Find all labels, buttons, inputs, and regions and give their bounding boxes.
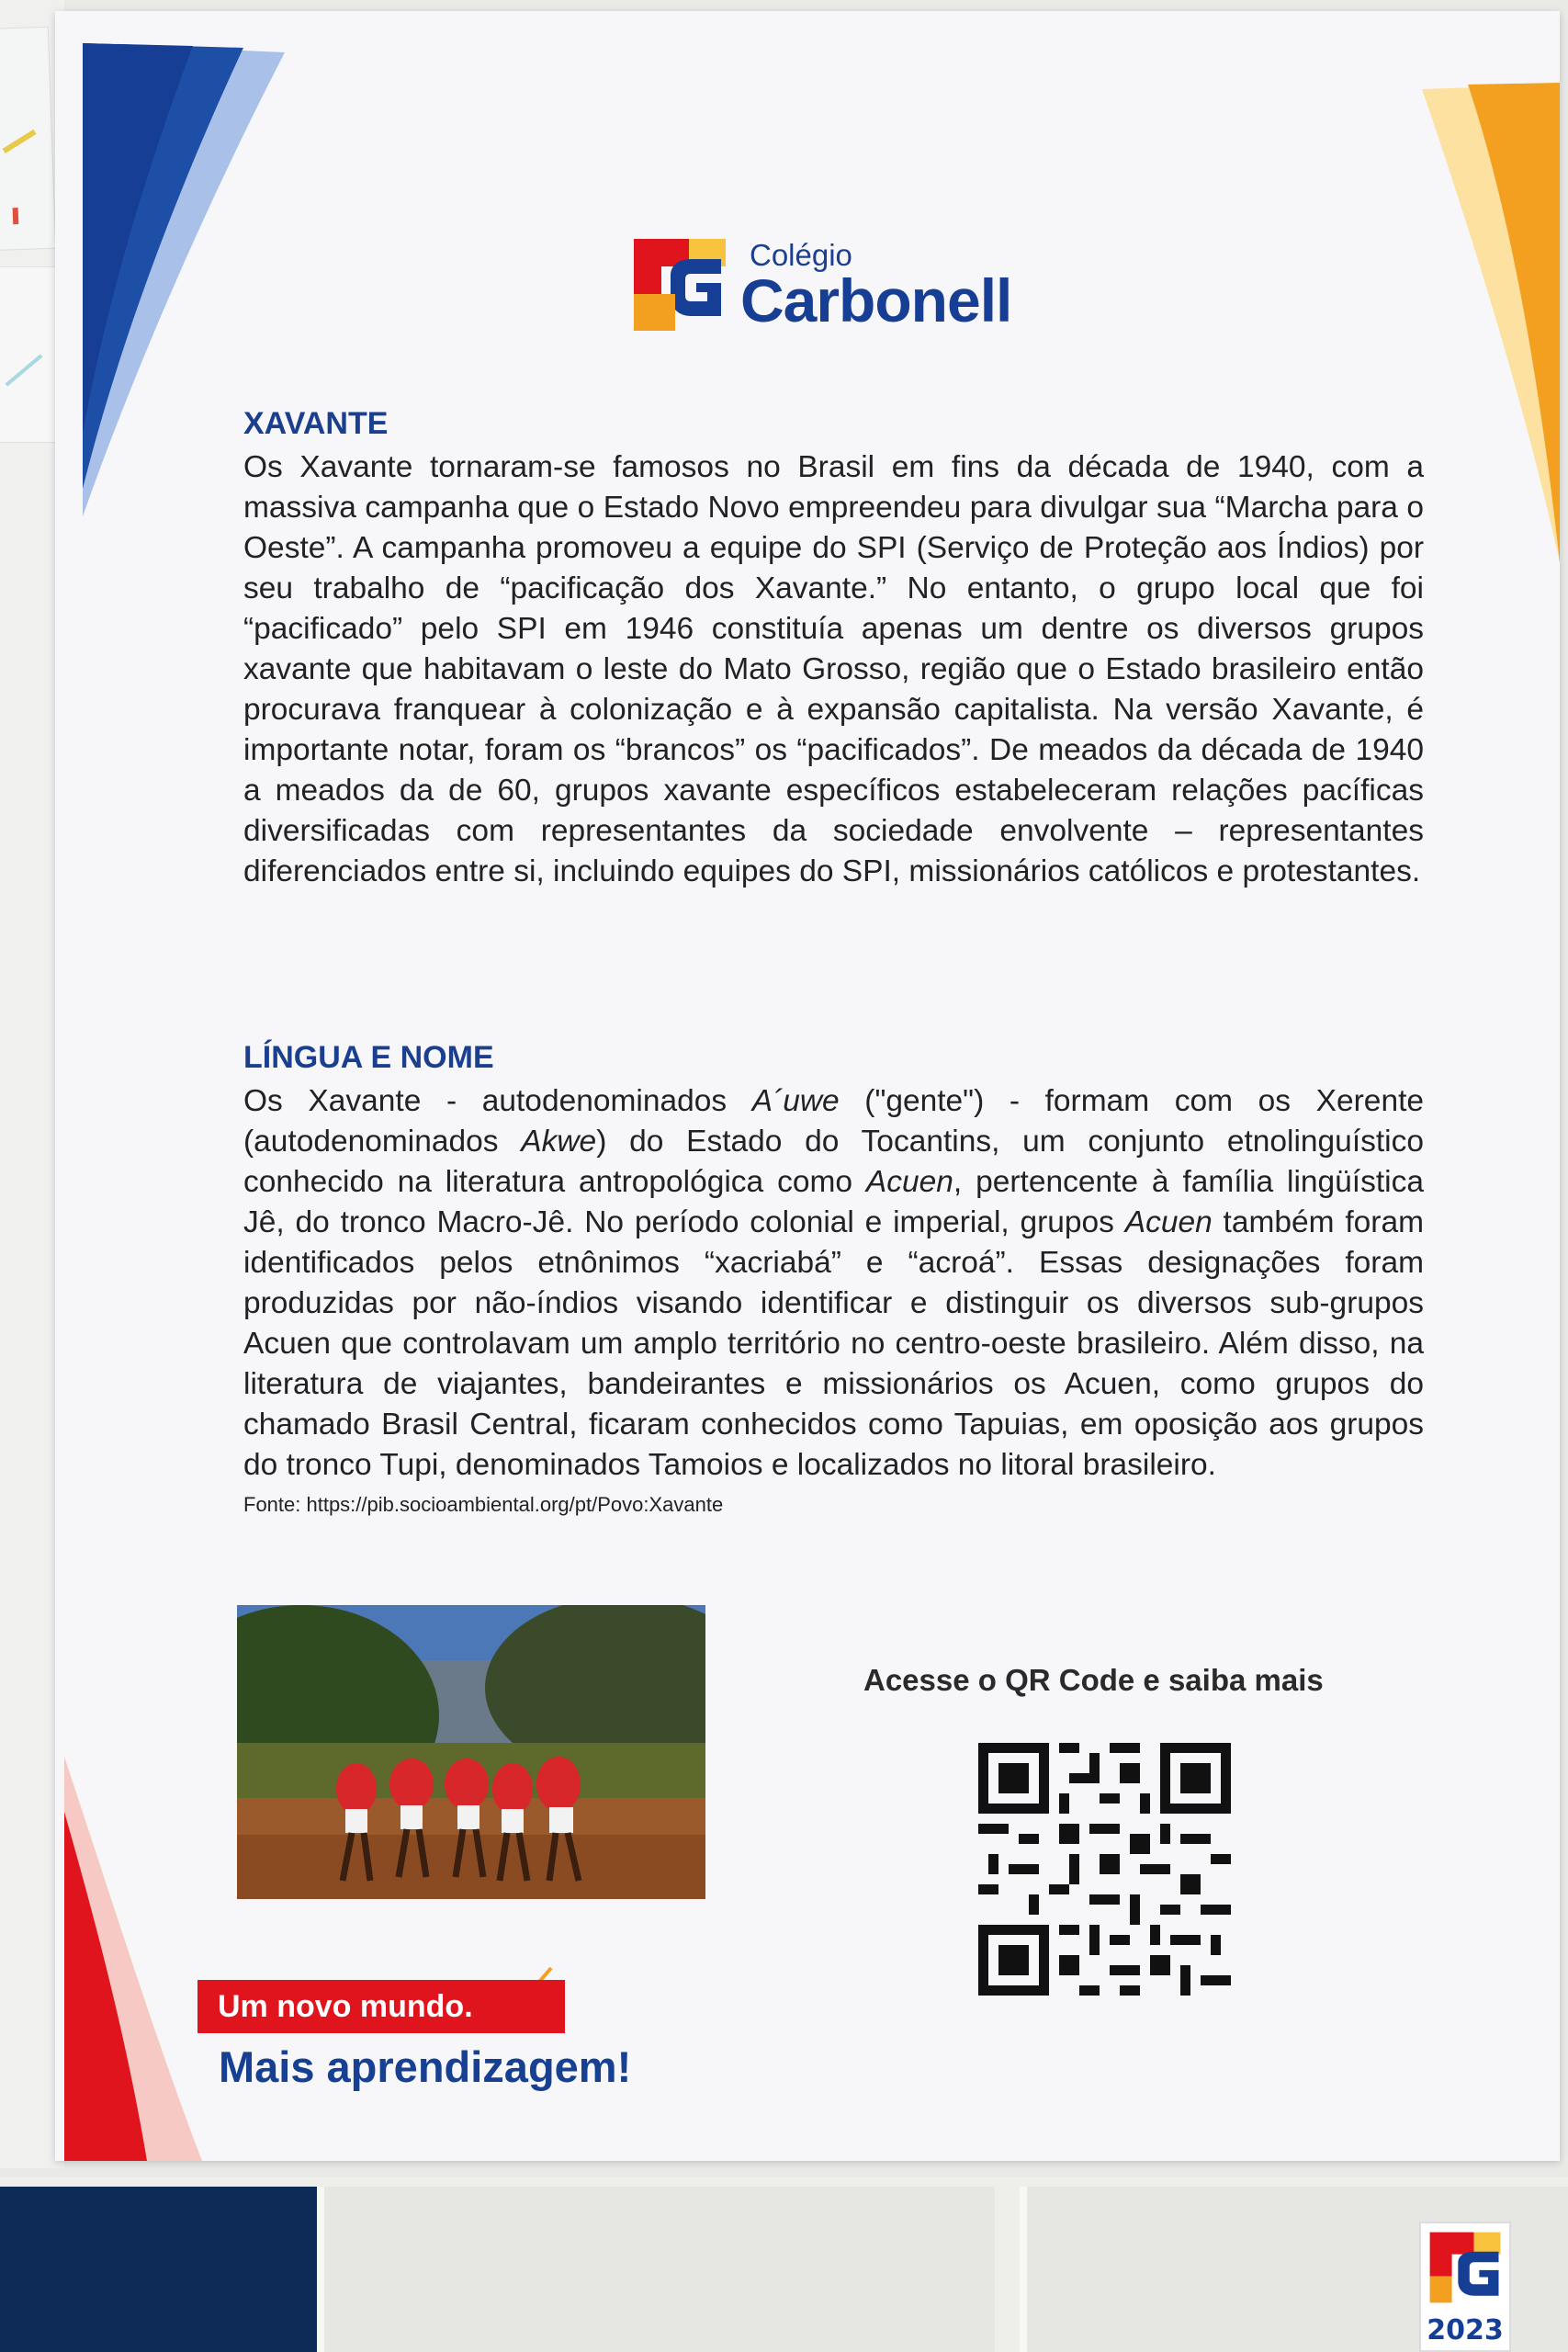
section-heading: LÍNGUA E NOME xyxy=(243,1040,494,1075)
logo-small-text: Colégio xyxy=(750,237,852,272)
sticky-note xyxy=(0,266,57,443)
red-swoosh-decoration xyxy=(55,1757,220,2161)
orange-swoosh-decoration xyxy=(1413,11,1560,581)
slogan-line-2: Mais aprendizagem! xyxy=(219,2042,632,2091)
qr-caption: Acesse o QR Code e saiba mais xyxy=(863,1663,1324,1697)
sticky-note xyxy=(0,27,56,252)
year-badge xyxy=(1419,2222,1511,2352)
logo-big-text: Carbonell xyxy=(740,266,1012,334)
logo-mark-icon xyxy=(1421,2223,1509,2312)
floor-dark-panel xyxy=(0,2187,317,2352)
section-xavante xyxy=(243,406,1424,892)
section-paragraph: Os Xavante tornaram-se famosos no Brasil em fins da década de 1940, com a massiva campanha que o Estado Novo empreendeu para divulgar sua “Marcha para o Oeste”. A campanha promoveu a equipe do SPI (Serviço de Proteção aos Índios) por seu trabalho de “pacificação dos Xavante.” No entanto, o grupo local que foi “pacificado” pelo SPI em 1946 constituía apenas um dentre os diversos grupos xavante que habitavam o leste do Mato Grosso, região que o Estado brasileiro então procurava franquear à colonização e à expansão capitalista. Na versão Xavante, é importante notar, foram os “brancos” os “pacificados”. De meados da década de 1940 a meados da de 60, grupos xavante específicos estabeleceram relações pacíficas diversificadas com representantes da sociedade envolvente – representantes diferenciados entre si, incluindo equipes do SPI, missionários católicos e protestantes. xyxy=(243,450,1424,888)
section-lingua-e-nome xyxy=(243,1040,1424,1517)
section-heading: XAVANTE xyxy=(243,406,389,441)
badge-year: 2023 xyxy=(1427,2314,1504,2346)
slogan-line-1: Um novo mundo. xyxy=(197,1980,565,2033)
source-citation: Fonte: https://pib.socioambiental.org/pt/Povo:Xavante xyxy=(243,1493,724,1516)
xavante-dancers-photo xyxy=(237,1605,705,1899)
poster xyxy=(55,11,1560,2161)
logo-mark-icon xyxy=(634,239,726,331)
floor-tile xyxy=(317,2187,995,2352)
school-logo xyxy=(634,237,1012,334)
qr-code[interactable] xyxy=(978,1743,1231,1996)
section-paragraph: Os Xavante - autodenominados A´uwe ("gente") - formam com os Xerente (autodenominados Akwe) do Estado do Tocantins, um conjunto etnolinguístico conhecido na literatura antropológica como Acuen, pertencente à família lingüística Jê, do tronco Macro-Jê. No período colonial e imperial, grupos Acuen também foram identificados pelos etnônimos “xacriabá” e “acroá”. Essas designações foram produzidas por não-índios visando identificar e distinguir os diversos sub-grupos Acuen que controlavam um amplo território no centro-oeste brasileiro. Além disso, na literatura de viajantes, bandeirantes e missionários os Acuen, como grupos do chamado Brasil Central, ficaram conhecidos como Tapuias, em oposição aos grupos do tronco Tupi, denominados Tamoios e localizados no litoral brasileiro. xyxy=(243,1084,1425,1482)
